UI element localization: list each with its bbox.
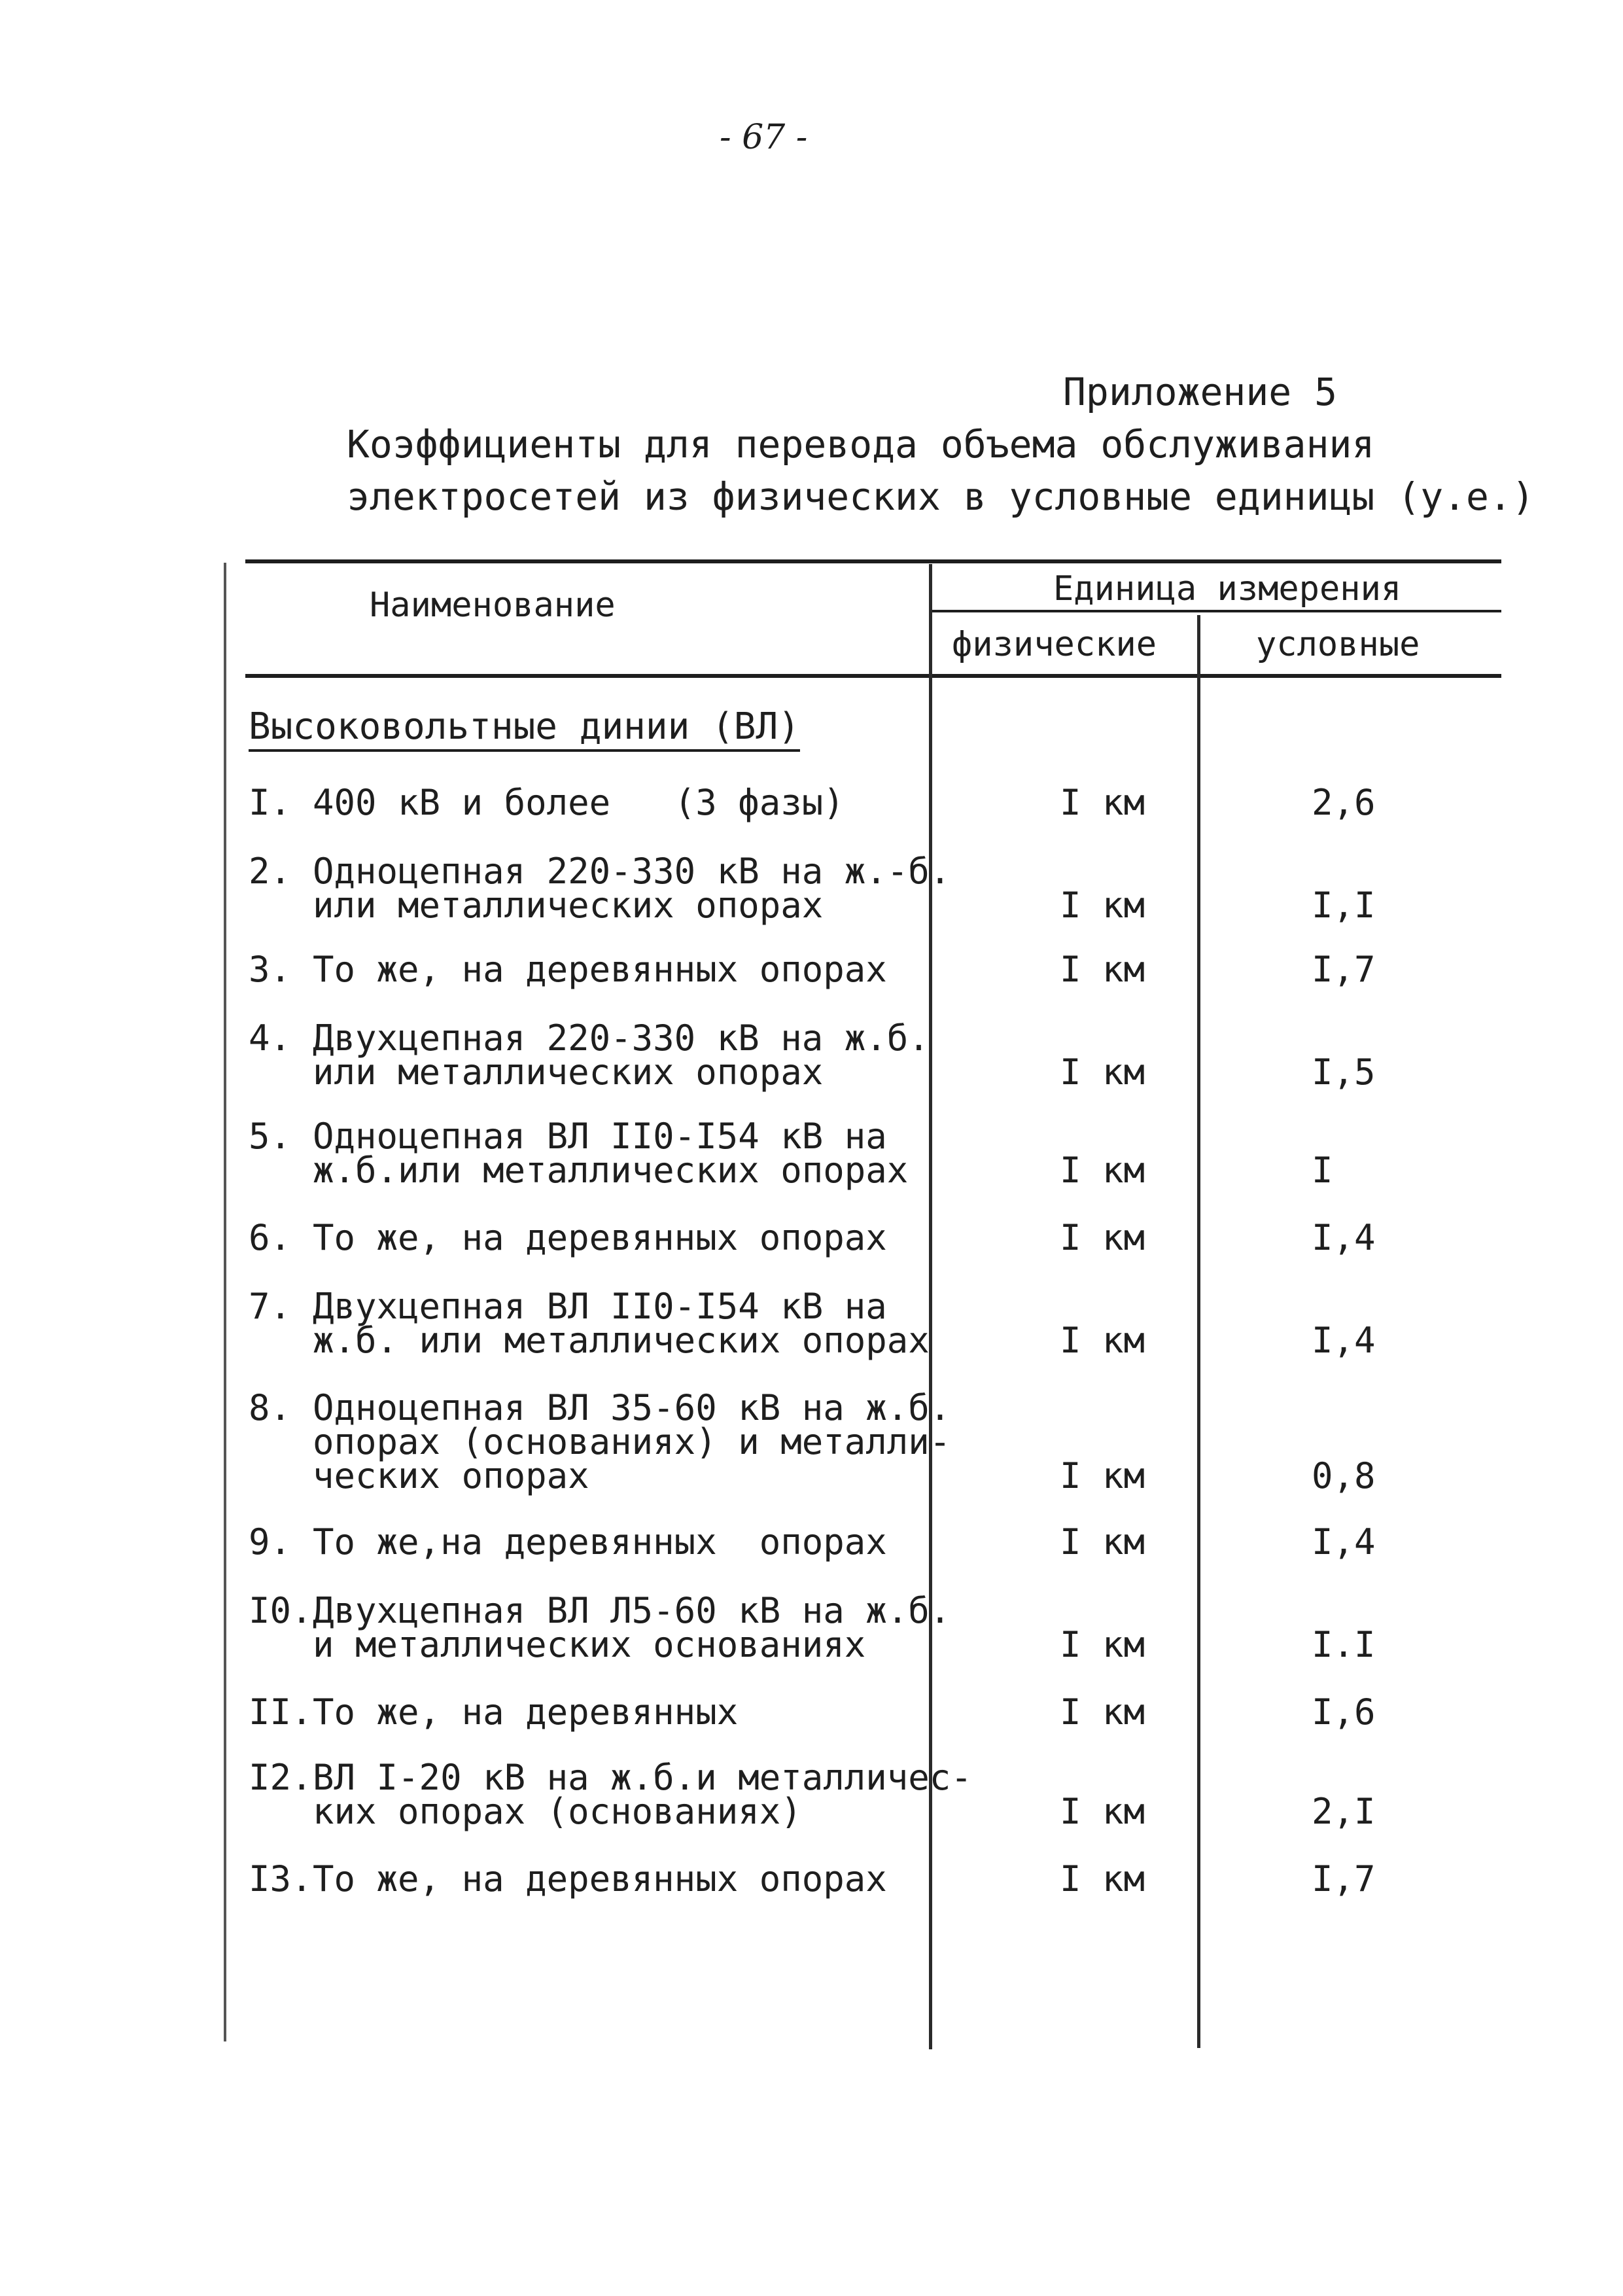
row-conditional-value: 0,8	[1312, 1455, 1376, 1496]
row-number: 8.	[249, 1387, 292, 1428]
section-title: Высоковольтные динии (ВЛ)	[249, 705, 800, 752]
row-conditional-value: I,4	[1312, 1217, 1376, 1258]
row-conditional-value: 2,I	[1312, 1791, 1376, 1832]
row-name-line1: ВЛ I-20 кВ на ж.б.и металличес-	[313, 1757, 972, 1798]
row-physical-unit: I км	[1060, 1320, 1145, 1361]
unit-group-rule	[932, 610, 1501, 612]
row-physical-unit: I км	[1060, 1691, 1145, 1733]
row-name-line1: Двухцепная ВЛ Л5-60 кВ на ж.б.	[313, 1590, 951, 1631]
row-name-line2: ж.б.или металлических опорах	[313, 1150, 909, 1191]
column-divider-units	[1197, 615, 1200, 2048]
row-number: 7.	[249, 1286, 292, 1327]
row-name-line1: Двухцепная ВЛ II0-I54 кВ на	[313, 1286, 887, 1327]
appendix-label: Приложение 5	[1063, 370, 1338, 414]
row-number: I.	[249, 782, 292, 823]
document-title-line-1: Коэффициенты для перевода объема обслуживания	[347, 422, 1375, 467]
row-physical-unit: I км	[1060, 949, 1145, 990]
row-number: I0.	[249, 1590, 313, 1631]
row-name-line2: или металлических опорах	[313, 885, 824, 926]
row-name-line2: или металлических опорах	[313, 1051, 824, 1093]
row-name-line1: То же,на деревянных опорах	[313, 1521, 887, 1563]
row-name-line1: 400 кВ и более (3 фазы)	[313, 782, 845, 823]
row-number: 4.	[249, 1017, 292, 1059]
page-number: - 67 -	[720, 118, 808, 157]
row-number: I3.	[249, 1858, 313, 1899]
row-conditional-value: I,6	[1312, 1691, 1376, 1733]
row-conditional-value: I,4	[1312, 1521, 1376, 1563]
row-number: 5.	[249, 1116, 292, 1157]
row-physical-unit: I км	[1060, 1217, 1145, 1258]
row-name-line1: Одноцепная ВЛ II0-I54 кВ на	[313, 1116, 887, 1157]
row-physical-unit: I км	[1060, 1051, 1145, 1093]
row-name-line1: То же, на деревянных опорах	[313, 1217, 887, 1258]
row-name-line1: То же, на деревянных опорах	[313, 949, 887, 990]
table-top-rule	[245, 559, 1501, 563]
row-physical-unit: I км	[1060, 1150, 1145, 1191]
column-header-unit-group: Единица измерения	[1053, 569, 1402, 609]
row-number: I2.	[249, 1757, 313, 1798]
row-conditional-value: I,I	[1312, 885, 1376, 926]
table-header-bottom-rule	[245, 674, 1501, 678]
row-name-line1: То же, на деревянных	[313, 1691, 739, 1733]
row-number: 2.	[249, 851, 292, 892]
row-conditional-value: I.I	[1312, 1624, 1376, 1665]
row-name-line2: ж.б. или металлических опорах	[313, 1320, 930, 1361]
row-conditional-value: I	[1312, 1150, 1333, 1191]
row-number: 3.	[249, 949, 292, 990]
row-name-line1: Одноцепная ВЛ 35-60 кВ на ж.б.	[313, 1387, 951, 1428]
column-header-conditional: условные	[1256, 625, 1420, 664]
column-header-name: Наименование	[370, 586, 616, 625]
document-title-line-2: электросетей из физических в условные единицы (у.е.)	[347, 474, 1535, 519]
row-conditional-value: I,4	[1312, 1320, 1376, 1361]
row-number: 9.	[249, 1521, 292, 1563]
column-divider-name	[929, 564, 932, 2049]
row-physical-unit: I км	[1060, 782, 1145, 823]
row-physical-unit: I км	[1060, 1791, 1145, 1832]
row-physical-unit: I км	[1060, 885, 1145, 926]
row-number: 6.	[249, 1217, 292, 1258]
row-conditional-value: 2,6	[1312, 782, 1376, 823]
scan-edge-mark	[224, 563, 226, 2041]
row-conditional-value: I,7	[1312, 949, 1376, 990]
row-physical-unit: I км	[1060, 1521, 1145, 1563]
row-name-line1: Двухцепная 220-330 кВ на ж.б.	[313, 1017, 930, 1059]
row-name-line1: Одноцепная 220-330 кВ на ж.-б.	[313, 851, 951, 892]
row-physical-unit: I км	[1060, 1858, 1145, 1899]
column-header-physical: физические	[952, 625, 1157, 664]
row-physical-unit: I км	[1060, 1624, 1145, 1665]
row-conditional-value: I,5	[1312, 1051, 1376, 1093]
row-name-line3: ческих опорах	[313, 1455, 589, 1496]
row-physical-unit: I км	[1060, 1455, 1145, 1496]
row-name-line2: и металлических основаниях	[313, 1624, 866, 1665]
row-name-line1: То же, на деревянных опорах	[313, 1858, 887, 1899]
row-name-line2: ких опорах (основаниях)	[313, 1791, 802, 1832]
row-name-line2: опорах (основаниях) и металли-	[313, 1421, 951, 1462]
row-conditional-value: I,7	[1312, 1858, 1376, 1899]
row-number: II.	[249, 1691, 313, 1733]
